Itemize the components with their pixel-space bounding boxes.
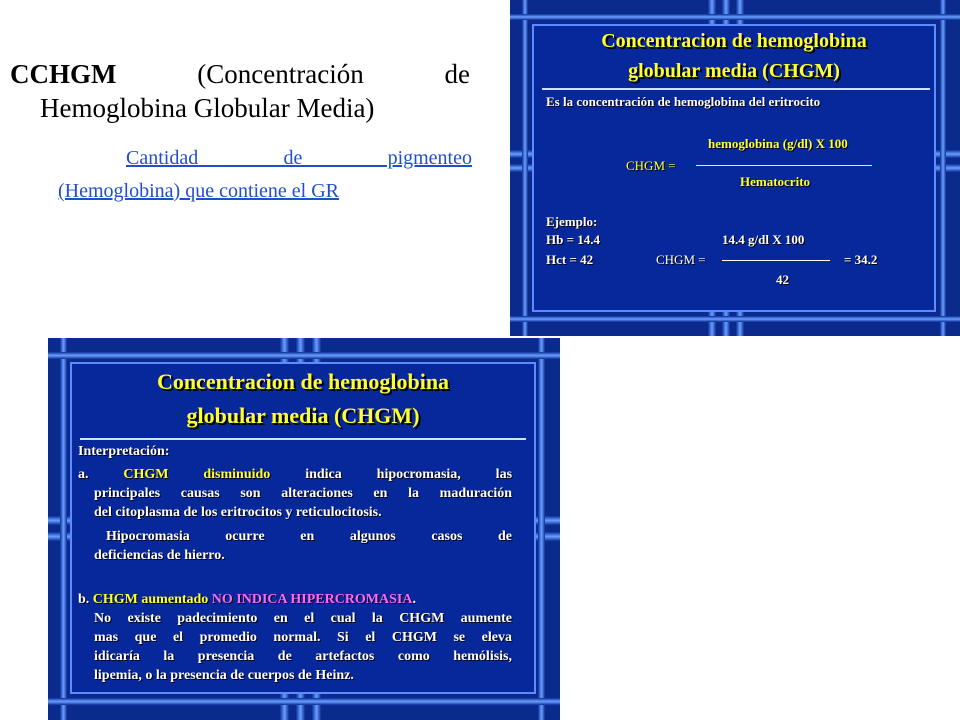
slide-title-line1: Concentracion de hemoglobina	[156, 369, 450, 394]
example-label: CHGM =	[656, 252, 706, 267]
interpretation-title: Interpretación:	[78, 444, 170, 459]
item-b-line1	[78, 592, 416, 608]
item-b-dot: .	[412, 592, 416, 607]
left-heading-line1	[10, 58, 470, 91]
item-a-line4: Hipocromasia ocurre en algunos casos de	[106, 529, 512, 544]
title-divider	[542, 88, 930, 90]
item-a-line2: principales causas son alteraciones en la maduración	[94, 486, 512, 501]
slide-frame-bar	[48, 698, 560, 705]
item-b-line3: mas que el promedio normal. Si el CHGM se eleva	[94, 630, 512, 645]
item-a-rest: indica hipocromasia, las	[305, 467, 513, 482]
item-a-line1	[78, 467, 512, 483]
formula-numerator: hemoglobina (g/dl) X 100	[708, 136, 848, 151]
item-b-highlight: CHGM aumentado	[92, 592, 209, 607]
slide-title-line2: globular media (CHGM)	[186, 403, 420, 428]
slide-frame-bar	[60, 338, 67, 720]
slide-panel	[532, 24, 936, 312]
example-denominator: 42	[776, 272, 789, 287]
item-b-pink: NO INDICA HIPERCROMASIA	[211, 592, 413, 607]
item-a-line3: del citoplasma de los eritrocitos y reticulocitosis.	[94, 505, 382, 520]
item-b-line5: lipemia, o la presencia de cuerpos de Heinz.	[94, 668, 354, 683]
definition-link-text[interactable]: (Hemoglobina) que contiene el GR	[58, 180, 340, 202]
definition-link-line1[interactable]: Cantidad de pigmenteo	[126, 147, 472, 169]
item-b-prefix: b.	[78, 592, 90, 607]
example-result: = 34.2	[844, 252, 878, 267]
heading-abbrev: CCHGM	[10, 59, 117, 89]
title-divider	[80, 438, 526, 440]
item-a-line5: deficiencias de hierro.	[94, 548, 225, 563]
example-title: Ejemplo:	[546, 214, 598, 229]
slide-panel	[70, 362, 536, 694]
heading-rest: (Concentración de	[197, 59, 470, 89]
formula-denominator: Hematocrito	[740, 174, 811, 189]
item-a-prefix: a.	[78, 467, 89, 482]
left-heading-line2: Hemoglobina Globular Media)	[40, 93, 375, 123]
slide-frame-bar	[48, 352, 560, 359]
definition-link-line2[interactable]	[58, 179, 472, 203]
example-divider	[722, 260, 830, 261]
example-numerator: 14.4 g/dl X 100	[722, 232, 805, 247]
item-b-line4: idicaría la presencia de artefactos como hemólisis,	[94, 649, 512, 664]
item-b-line2: No existe padecimiento en el cual la CHGM aumente	[94, 611, 512, 626]
slide-frame-bar	[538, 338, 545, 720]
slide-frame-bar	[510, 14, 960, 20]
example-hb: Hb = 14.4	[546, 232, 600, 247]
slide-formula	[510, 0, 960, 336]
slide-title-line2: globular media (CHGM)	[628, 60, 840, 82]
item-a-highlight: CHGM disminuido	[123, 467, 271, 482]
formula-divider	[696, 165, 872, 166]
example-hct: Hct = 42	[546, 252, 594, 267]
slide-interpretation	[48, 338, 560, 720]
slide-title-line1: Concentracion de hemoglobina	[601, 30, 867, 52]
slide-frame-bar	[510, 316, 960, 322]
slide-frame-bar	[940, 0, 946, 336]
formula-label: CHGM =	[626, 158, 676, 173]
definition-text: Es la concentración de hemoglobina del eritrocito	[546, 94, 821, 109]
slide-frame-bar	[522, 0, 528, 336]
